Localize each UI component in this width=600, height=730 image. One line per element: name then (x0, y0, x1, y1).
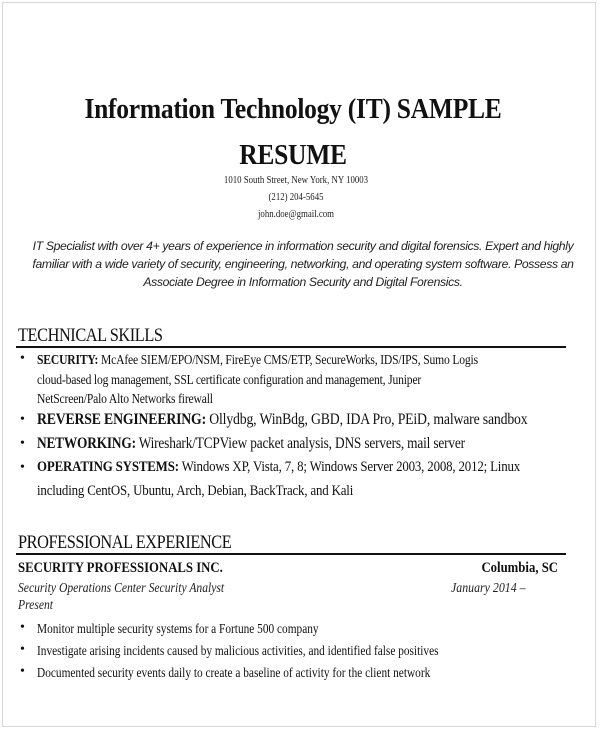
job-date-end: Present (18, 597, 54, 612)
bullet-icon: • (20, 460, 25, 475)
contact-email: john.doe@gmail.com (257, 208, 335, 220)
summary-line: familiar with a wide variety of security, engineering, networking, and operating system software. Possess an (32, 257, 574, 271)
job-location: Columbia, SC (481, 560, 558, 576)
bullet-icon: • (20, 351, 25, 366)
bullet-icon: • (20, 436, 25, 451)
summary-line: Associate Degree in Information Security and Digital Forensics. (143, 275, 463, 289)
contact-phone: (212) 204-5645 (268, 191, 324, 203)
skill-value: Windows XP, Vista, 7, 8; Windows Server 2003, 2008, 2012; Linux (181, 459, 521, 475)
job-date-start: January 2014 – (451, 580, 526, 595)
skill-label: NETWORKING: (37, 435, 136, 452)
skill-security-cont: cloud-based log management, SSL certificate configuration and management, Juniper (37, 372, 422, 387)
skill-label: OPERATING SYSTEMS: (37, 459, 179, 475)
professional-experience-rule (16, 553, 566, 555)
skill-networking (37, 435, 465, 453)
job-responsibility: Documented security events daily to create a baseline of activity for the client network (37, 665, 431, 680)
skill-reverse-engineering (37, 411, 527, 429)
job-company: SECURITY PROFESSIONALS INC. (18, 560, 223, 576)
technical-skills-heading: TECHNICAL SKILLS (18, 325, 163, 346)
skill-label: SECURITY: (37, 352, 99, 367)
bullet-icon: • (20, 620, 25, 635)
skill-operating-systems-cont: including CentOS, Ubuntu, Arch, Debian, BackTrack, and Kali (37, 483, 354, 499)
technical-skills-heading-underline (16, 347, 168, 348)
skill-label: REVERSE ENGINEERING: (37, 411, 206, 428)
bullet-icon: • (20, 642, 25, 657)
job-responsibility: Monitor multiple security systems for a Fortune 500 company (37, 621, 319, 636)
professional-summary (13, 237, 593, 291)
skill-security (37, 352, 478, 368)
contact-address: 1010 South Street, New York, NY 10003 (223, 174, 369, 186)
summary-line: IT Specialist with over 4+ years of experience in information security and digital forensics. Expert and highly (32, 239, 574, 253)
resume-title-line2: RESUME (239, 139, 347, 171)
bullet-icon: • (20, 412, 25, 427)
resume-title-line1: Information Technology (IT) SAMPLE (84, 93, 502, 125)
skill-value: Ollydbg, WinBdg, GBD, IDA Pro, PEiD, malware sandbox (209, 411, 528, 428)
skill-operating-systems (37, 459, 520, 476)
skill-security-cont: NetScreen/Palo Alto Networks firewall (37, 391, 213, 406)
job-responsibility: Investigate arising incidents caused by malicious activities, and identified false positives (37, 643, 439, 658)
bullet-icon: • (20, 664, 25, 679)
skill-value: McAfee SIEM/EPO/NSM, FireEye CMS/ETP, SecureWorks, IDS/IPS, Sumo Logis (101, 352, 478, 367)
resume-page (2, 2, 596, 727)
skill-value: Wireshark/TCPView packet analysis, DNS servers, mail server (138, 435, 465, 452)
professional-experience-heading: PROFESSIONAL EXPERIENCE (18, 532, 232, 553)
job-role: Security Operations Center Security Analyst (18, 580, 225, 595)
